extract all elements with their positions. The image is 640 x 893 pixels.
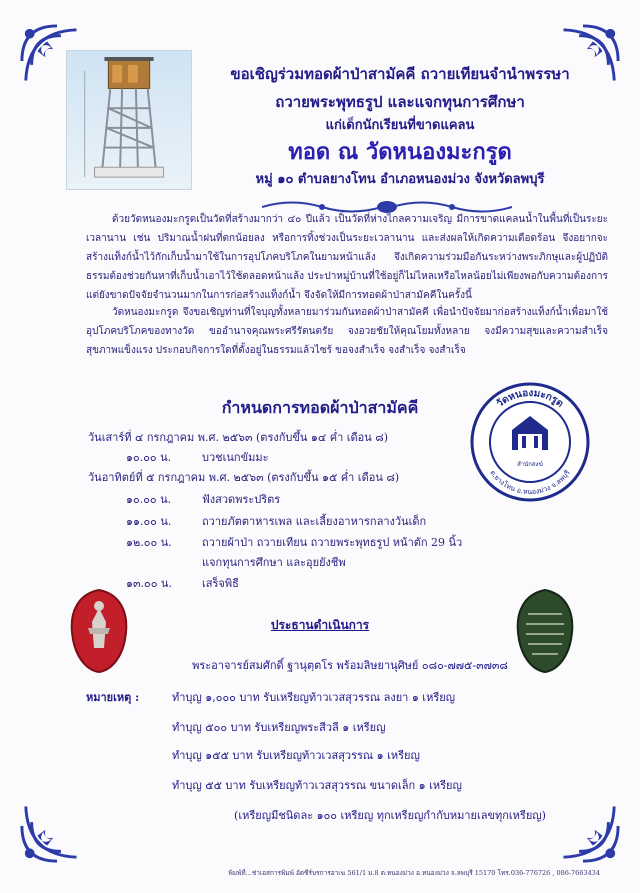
schedule-activity: ฟังสวดพระปริตร bbox=[202, 493, 281, 506]
corner-ornament-top-right bbox=[544, 22, 622, 100]
corner-ornament-bottom-right bbox=[544, 787, 622, 865]
donation-tier: ทำบุญ ๕๕ บาท รับเหรียญท้าวเวสสุวรรณ ขนาดเล็ก ๑ เหรียญ bbox=[172, 779, 462, 792]
printer-footer: พิมพ์ที่...ช่าเอสการพิมพ์ อัดซีร์บรการอาเฆ 561/1 ม.8 ต.หนองม่วง อ.หนองม่วง จ.ลพบุรี 15170 โทร.036-776726 , 086-7663434 bbox=[228, 869, 600, 877]
temple-title: ทอด ณ วัดหนองมะกรูด bbox=[288, 139, 512, 165]
schedule-time: ๑๓.๐๐ น. bbox=[126, 577, 172, 590]
header-line-2: ถวายพระพุทธรูป และแจกทุนการศึกษา bbox=[275, 93, 525, 111]
schedule-activity: แจกทุนการศึกษา และอุยยังชีพ bbox=[202, 556, 346, 569]
schedule-title: กำหนดการทอดผ้าป่าสามัคคี bbox=[221, 398, 419, 417]
seal-bottom-text: ต.ยางโทน อ.หนองม่วง จ.ลพบุรี bbox=[488, 468, 572, 497]
seal-top-text: วัดหนองมะกรูด bbox=[494, 387, 566, 410]
schedule-time: ๑๐.๐๐ น. bbox=[126, 493, 172, 506]
coin-note: (เหรียญมีชนิดละ ๑๐๐ เหรียญ ทุกเหรียญกำกับหมายเลขทุกเหรียญ) bbox=[234, 809, 546, 822]
schedule-time: ๑๐.๐๐ น. bbox=[126, 451, 172, 464]
donation-tier: ทำบุญ ๑๕๕ บาท รับเหรียญท้าวเวสสุวรรณ ๑ เหรียญ bbox=[172, 749, 420, 762]
schedule-time: ๑๒.๐๐ น. bbox=[126, 536, 172, 549]
invitation-paragraph-1: ด้วยวัดหนองมะกรูดเป็นวัดที่สร้างมากว่า ๔๐ ปีแล้ว เป็นวัดที่ห่างไกลความเจริญ มีการขาดแคลนน้ำในพื้นที่เป็นระยะเวลานาน เช่น ปริมาณน้ำฝนที่ตกน้อยลง หรือการทิ้งช่วงเป็นระยะเวลานาน และส่งผลให้เกิดความเดือดร้อน จึงอยากจะสร้างแท็งก์น้ำไว้กักเก็บน้ำมาใช้ในการอุปโภคบริโภคในยามหน้าแล้ง จึงเกิดความร่วมมือกันระหว่างพระภิกษุและผู้ปฏิบัติธรรมต้องช่วยกันหาที่เก็บน้ำเอาไว้ใช้ตลอดหน้าแล้ง ประปาหมู่บ้านที่ใช้อยู่ก็ไม่ไหลเหรือไหลน้อยไม่เพียงพอกับความต้องการ แต่ยังขาดปัจจัยจำนวนมากในการก่อสร้างแท็งก์น้ำ จึงจัดให้มีการทอดผ้าป่าสามัคคีในครั้งนี้ bbox=[86, 214, 608, 301]
schedule-time: ๑๑.๐๐ น. bbox=[126, 515, 172, 528]
seal-center-text: สำนักสงฆ์ bbox=[517, 461, 543, 468]
corner-ornament-bottom-left bbox=[18, 787, 96, 865]
temple-address: หมู่ ๑๐ ตำบลยางโทน อำเภอหนองม่วง จังหวัดลพบุรี bbox=[255, 172, 545, 187]
schedule-activity: ถวายภัตตาหารเพล และเลี้ยงอาหารกลางวันเด็ก bbox=[202, 515, 427, 528]
header-line-3: แก่เด็กนักเรียนที่ขาดแคลน bbox=[325, 118, 475, 133]
schedule-activity: เสร็จพิธี bbox=[202, 577, 239, 590]
water-tower-image bbox=[66, 50, 192, 190]
header-line-1: ขอเชิญร่วมทอดผ้าป่าสามัคคี ถวายเทียนจำนำพรรษา bbox=[230, 65, 570, 83]
chairman-title: ประธานดำเนินการ bbox=[270, 618, 370, 632]
invitation-paragraph-2: วัดหนองมะกรูด จึงขอเชิญท่านที่ใจบุญทั้งหลายมาร่วมกันทอดผ้าป่าสามัคคี เพื่อนำปัจจัยมาก่อสร้างแท็งก์น้ำเพื่อมาใช้อุปโภคบริโภคของทางวัด ขออำนาจคุณพระศรีรัตนตรัย จงอวยชัยให้คุณโยมทั้งหลาย จงมีความสุขและความสำเร็จ สุขภาพแข็งแรง ประกอบกิจการใดที่ตั้งอยู่ในธรรมแล้วไซร้ ขอจงสำเร็จ จงสำเร็จ จงสำเร็จ bbox=[86, 307, 608, 356]
temple-seal bbox=[468, 380, 592, 504]
donation-tier: ทำบุญ ๑,๐๐๐ บาท รับเหรียญท้าวเวสสุวรรณ ลงยา ๑ เหรียญ bbox=[172, 691, 456, 704]
schedule-day-1: วันเสาร์ที่ ๔ กรกฎาคม พ.ศ. ๒๕๖๓ (ตรงกับขึ้น ๑๔ ค่ำ เดือน ๘) bbox=[88, 431, 389, 444]
note-label: หมายเหตุ : bbox=[86, 691, 140, 704]
schedule-activity: บวชเนกขัมมะ bbox=[202, 451, 269, 464]
donation-tier: ทำบุญ ๕๐๐ บาท รับเหรียญพระสีวลี ๑ เหรียญ bbox=[172, 721, 386, 734]
schedule-activity: ถวายผ้าป่า ถวายเทียน ถวายพระพุทธรูป หน้าตัก 29 นิ้ว bbox=[202, 536, 463, 549]
red-amulet-image bbox=[68, 588, 130, 674]
chairman-name-phone: พระอาจารย์สมศักดิ์ ฐานุตฺตโร พร้อมลิษยานุศิษย์ ๐๘๐-๗๗๕-๓๗๓๘ bbox=[192, 659, 508, 672]
schedule-day-2: วันอาทิตย์ที่ ๕ กรกฎาคม พ.ศ. ๒๕๖๓ (ตรงกับขึ้น ๑๕ ค่ำ เดือน ๘) bbox=[88, 471, 400, 484]
